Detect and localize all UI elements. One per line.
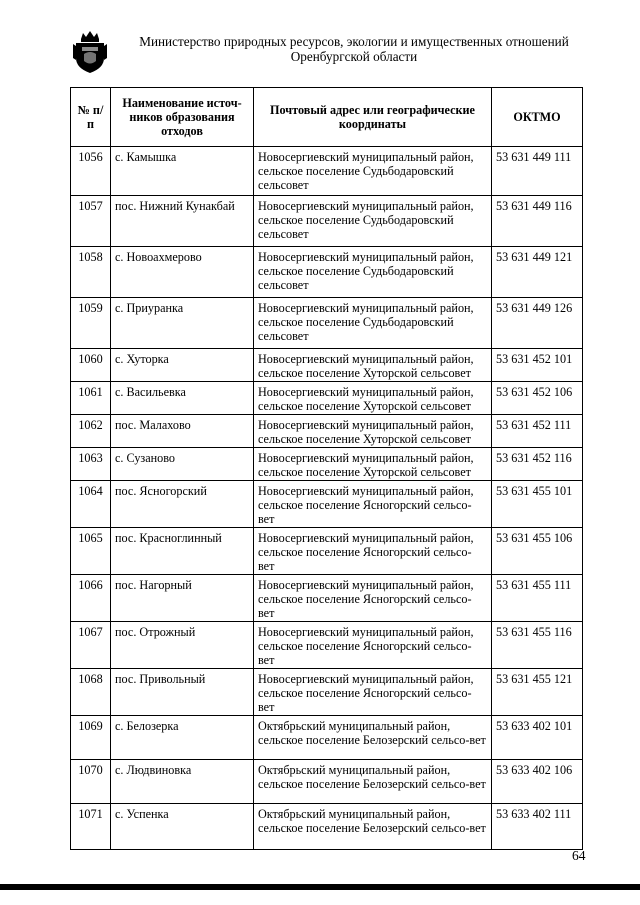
- cell-name: с. Новоахмерово: [111, 247, 254, 298]
- cell-num: 1069: [71, 716, 111, 760]
- table-header-row: [71, 88, 583, 147]
- cell-address: Новосергиевский муниципальный район, сельское поселение Хуторской сельсовет: [254, 382, 492, 415]
- cell-name: с. Людвиновка: [111, 760, 254, 804]
- header-address: Почтовый адрес или географические координаты: [254, 88, 492, 147]
- table-row: [71, 760, 583, 804]
- cell-oktmo: 53 631 452 116: [492, 448, 583, 481]
- cell-oktmo: 53 633 402 101: [492, 716, 583, 760]
- page-number: 64: [572, 848, 586, 863]
- table-row: [71, 575, 583, 622]
- table-row: [71, 382, 583, 415]
- cell-oktmo: 53 631 455 111: [492, 575, 583, 622]
- table-row: [71, 247, 583, 298]
- header-num: № п/п: [71, 88, 111, 147]
- table-row: [71, 669, 583, 716]
- cell-num: 1061: [71, 382, 111, 415]
- cell-num: 1059: [71, 298, 111, 349]
- cell-address: Новосергиевский муниципальный район, сельское поселение Ясногорский сельсо-вет: [254, 528, 492, 575]
- cell-address: Октябрьский муниципальный район, сельское поселение Белозерский сельсо-вет: [254, 716, 492, 760]
- cell-name: пос. Привольный: [111, 669, 254, 716]
- cell-name: с. Белозерка: [111, 716, 254, 760]
- header-region-line: Оренбургской области: [290, 49, 418, 64]
- bottom-rule: [0, 884, 640, 890]
- cell-address: Новосергиевский муниципальный район, сельское поселение Ясногорский сельсо-вет: [254, 575, 492, 622]
- cell-name: пос. Нагорный: [111, 575, 254, 622]
- cell-name: с. Успенка: [111, 804, 254, 850]
- cell-name: пос. Нижний Кунакбай: [111, 196, 254, 247]
- cell-address: Новосергиевский муниципальный район, сельское поселение Судьбодаровский сельсовет: [254, 147, 492, 196]
- cell-oktmo: 53 631 455 116: [492, 622, 583, 669]
- table-row: [71, 481, 583, 528]
- cell-num: 1062: [71, 415, 111, 448]
- cell-name: пос. Красноглинный: [111, 528, 254, 575]
- cell-num: 1067: [71, 622, 111, 669]
- cell-num: 1066: [71, 575, 111, 622]
- cell-address: Октябрьский муниципальный район, сельское поселение Белозерский сельсо-вет: [254, 760, 492, 804]
- cell-name: с. Приуранка: [111, 298, 254, 349]
- cell-oktmo: 53 631 455 101: [492, 481, 583, 528]
- header-ministry-line: Министерство природных ресурсов, экологии и имущественных отношений: [139, 34, 569, 49]
- table-row: [71, 448, 583, 481]
- cell-address: Октябрьский муниципальный район, сельское поселение Белозерский сельсо-вет: [254, 804, 492, 850]
- cell-name: с. Хуторка: [111, 349, 254, 382]
- cell-num: 1058: [71, 247, 111, 298]
- cell-oktmo: 53 633 402 106: [492, 760, 583, 804]
- cell-num: 1063: [71, 448, 111, 481]
- coat-of-arms-icon: [72, 30, 108, 74]
- cell-name: пос. Малахово: [111, 415, 254, 448]
- cell-oktmo: 53 631 449 126: [492, 298, 583, 349]
- cell-address: Новосергиевский муниципальный район, сельское поселение Хуторской сельсовет: [254, 448, 492, 481]
- cell-oktmo: 53 631 455 106: [492, 528, 583, 575]
- cell-num: 1057: [71, 196, 111, 247]
- table-row: [71, 528, 583, 575]
- cell-address: Новосергиевский муниципальный район, сельское поселение Ясногорский сельсо-вет: [254, 622, 492, 669]
- cell-num: 1070: [71, 760, 111, 804]
- cell-oktmo: 53 631 452 106: [492, 382, 583, 415]
- table-row: [71, 415, 583, 448]
- cell-address: Новосергиевский муниципальный район, сельское поселение Ясногорский сельсо-вет: [254, 481, 492, 528]
- table-row: [71, 716, 583, 760]
- cell-num: 1064: [71, 481, 111, 528]
- cell-oktmo: 53 631 455 121: [492, 669, 583, 716]
- cell-address: Новосергиевский муниципальный район, сельское поселение Судьбодаровский сельсовет: [254, 298, 492, 349]
- table-row: [71, 622, 583, 669]
- cell-oktmo: 53 631 449 111: [492, 147, 583, 196]
- cell-address: Новосергиевский муниципальный район, сельское поселение Судьбодаровский сельсовет: [254, 247, 492, 298]
- waste-sources-table: [70, 87, 583, 850]
- cell-oktmo: 53 633 402 111: [492, 804, 583, 850]
- cell-num: 1071: [71, 804, 111, 850]
- cell-num: 1068: [71, 669, 111, 716]
- document-header: [128, 34, 580, 64]
- table-row: [71, 298, 583, 349]
- cell-name: с. Сузаново: [111, 448, 254, 481]
- table-row: [71, 349, 583, 382]
- cell-num: 1056: [71, 147, 111, 196]
- cell-address: Новосергиевский муниципальный район, сельское поселение Судьбодаровский сельсовет: [254, 196, 492, 247]
- cell-oktmo: 53 631 449 116: [492, 196, 583, 247]
- table-row: [71, 147, 583, 196]
- cell-oktmo: 53 631 452 101: [492, 349, 583, 382]
- table-body: [71, 147, 583, 850]
- cell-num: 1060: [71, 349, 111, 382]
- table-row: [71, 196, 583, 247]
- cell-oktmo: 53 631 449 121: [492, 247, 583, 298]
- cell-name: с. Васильевка: [111, 382, 254, 415]
- cell-name: пос. Ясногорский: [111, 481, 254, 528]
- cell-address: Новосергиевский муниципальный район, сельское поселение Ясногорский сельсо-вет: [254, 669, 492, 716]
- cell-address: Новосергиевский муниципальный район, сельское поселение Хуторской сельсовет: [254, 349, 492, 382]
- table-row: [71, 804, 583, 850]
- cell-num: 1065: [71, 528, 111, 575]
- cell-name: пос. Отрожный: [111, 622, 254, 669]
- header-oktmo: ОКТМО: [492, 88, 583, 147]
- cell-name: с. Камышка: [111, 147, 254, 196]
- header-name: Наименование источ-ников образования отходов: [111, 88, 254, 147]
- cell-oktmo: 53 631 452 111: [492, 415, 583, 448]
- cell-address: Новосергиевский муниципальный район, сельское поселение Хуторской сельсовет: [254, 415, 492, 448]
